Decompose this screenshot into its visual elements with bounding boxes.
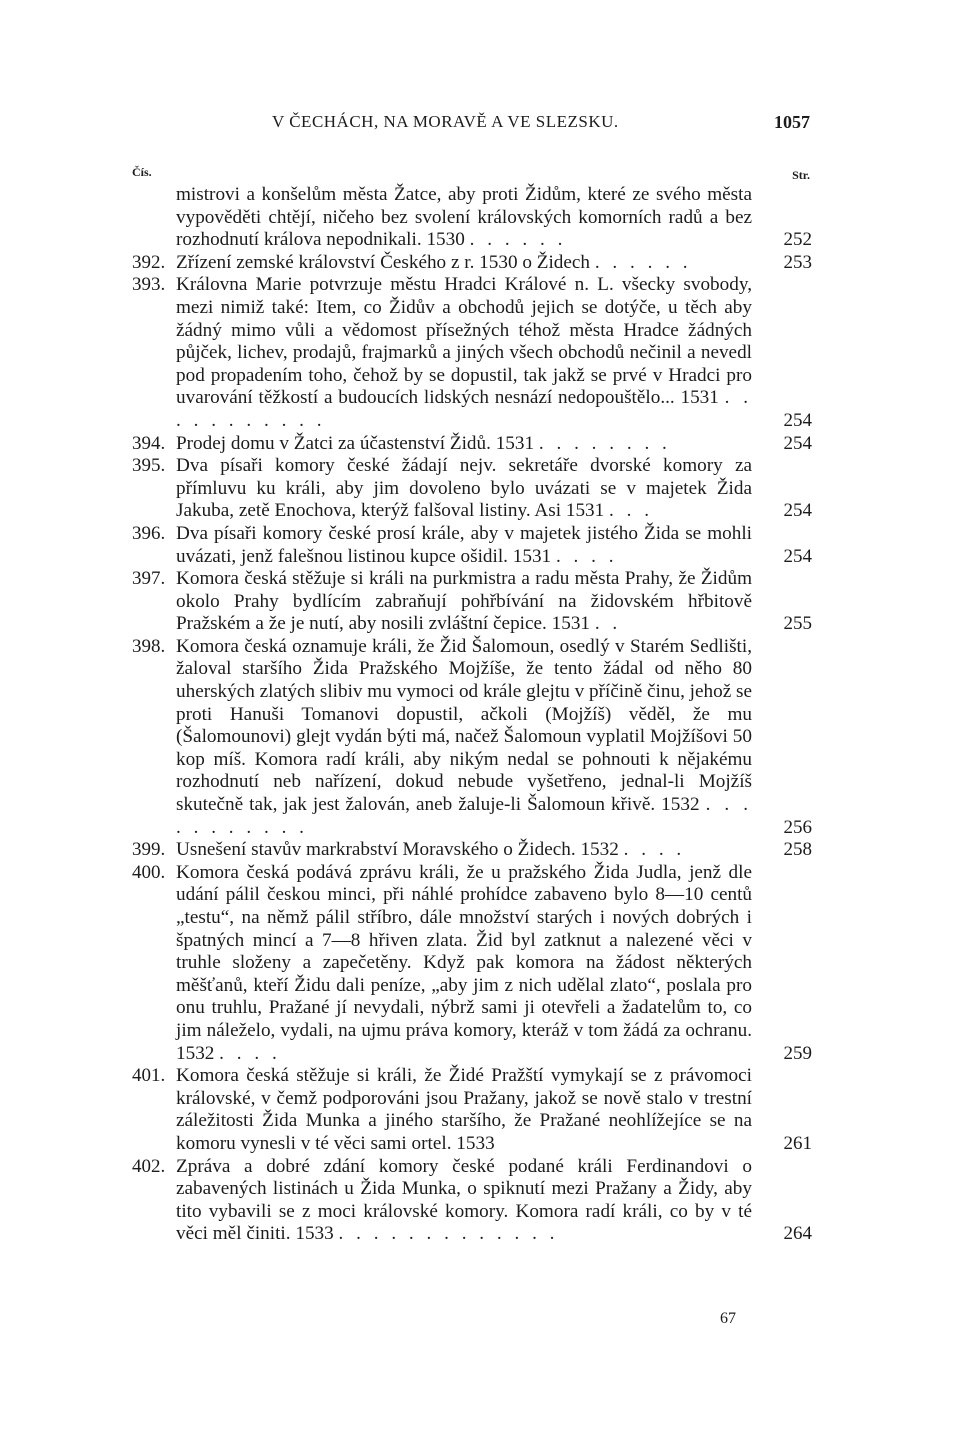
running-title: V ČECHÁCH, NA MORAVĚ A VE SLEZSKU. [272,112,619,131]
dot-leader: . . . . . . [469,229,567,251]
entry-description [176,274,752,432]
dot-leader: . . . . [555,545,618,567]
page-column-label: Str. [792,168,810,182]
entry-text: Komora česká podává zprávu králi, že u pražského Žida Judla, jenž dle udání pálil českou minci, při náhlé prohídce zabaveno bylo 8—10 centů „testu“, na němž pálil stříbro, dále množství starých i nových dobrých i špatných mincí a 7—8 hřiven zlata. Žid byl zatknut a nalezené věci v truhle složeny a zapečetěny. Když pak komora na žádost některých měšťanů, kteří Židu dali peníze, „aby jim z nich udělal zlato“, poslala pro onu truhlu, Pražané jí nevydali, nýbrž sami ji otevřeli a žadatelům to, co jim náleželo, vydali, na ujmu práva komory, kteráž v tom žádá za ochranu. 1532 [176,861,752,1064]
entry-description [176,184,752,252]
entry-text: Zřízení zemské království Českého z r. 1530 o Židech [176,251,591,273]
entry-number: 394. [132,432,166,454]
entry-page-number: 254 [783,432,812,454]
dot-leader: . . . . [219,1042,281,1064]
toc-entry [132,523,812,568]
dot-leader: . . . . [623,839,686,861]
entry-number: 400. [132,861,166,883]
entry-page-number: 259 [783,1042,812,1064]
dot-leader: . . . . . . . . . . . . . [338,1223,559,1245]
entry-description [176,455,752,523]
entry-description [176,636,752,839]
entry-number: 397. [132,568,166,590]
toc-entry [132,862,812,1065]
entry-page-number: 254 [783,545,812,567]
entry-number: 396. [132,522,166,544]
entry-description [176,839,752,862]
entry-number: 399. [132,839,166,861]
entry-text: Královna Marie potvrzuje městu Hradci Králové n. L. všecky svobody, mezi nimiž také: Item, co Židův a obchodů jejich se dotýče, u těch aby žádný mimo vůli a vědomost přísežných téhož města Hradce žádných půjček, lichev, prodajů, frajmarků a jiných všech obchodů nečinil a nevedl pod propadením toho, čehož by se dopustil, tak jakž se prvé v Hradci pro uvarování těžkostí a budoucích lidských nesnází nedopouštělo... 1531 [176,274,752,409]
entry-number: 402. [132,1155,166,1177]
entry-number: 395. [132,455,166,477]
entry-page-number: 264 [783,1223,812,1245]
entry-page-number: 254 [783,500,812,522]
entry-description [176,568,752,636]
entry-description [176,1065,752,1155]
toc-entry [132,636,812,839]
entry-text: mistrovi a konšelům města Žatce, aby proti Židům, které ze svého města vypověděti chtějí, ničeho bez svolení královských komorních radů a bez rozhodnutí králova nepodnikali. 1530 [176,184,752,251]
entry-text: Dva písaři komory české žádají nejv. sekretáře dvorské komory za přímluvu ku králi, aby jim dovoleno bylo uvázati se v majetek Žida Jakuba, zetě Enochova, kterýž falšoval listiny. Asi 1531 [176,455,752,522]
toc-entry [132,1065,812,1155]
entry-page-number: 258 [783,839,812,861]
entry-page-number: 253 [783,251,812,273]
entry-page-number: 252 [783,229,812,251]
dot-leader: . . . . . . . . . . . [176,794,753,838]
entry-text: Usnešení stavův markrabství Moravského o Židech. 1532 [176,839,619,861]
entry-page-number: 255 [783,613,812,635]
entry-text: Komora česká oznamuje králi, že Žid Šalomoun, osedlý v Starém Sedlišti, žaloval staršího Žida Pražského Mojžíše, že tento žádal od něho 80 uherských zlatých slibiv mu vymoci od krále glejtu v příčině činu, jehož se proti Hanuši Tomanovi dopustil, ačkoli (Mojžíš) věděl, že mu (Šalomounovi) glejt vydán býti má, načež Šalomoun vyplatil Mojžíšovi 50 kop míš. Komora radí králi, aby nikým nedal se pohnouti k nějakému rozhodnutí neb nařízení, dokud nebude vyšetřeno, jednal-li Mojžíš skutečně tak, jak jest žalován, aneb žaluje-li Šalomoun křivě. 1532 [176,635,752,816]
entry-description [176,1156,752,1246]
toc-entry [132,274,812,432]
dot-leader: . . . . . . [594,251,692,273]
entry-text: Komora česká stěžuje si králi na purkmistra a radu města Prahy, že Židům okolo Prahy bydlícím zabraňují pohřbívání na židovském hřbitově Pražském a že je nutí, aby nosili zvláštní čepice. 1531 [176,568,752,635]
entry-text: Komora česká stěžuje si králi, že Židé Pražští vymykají se z právomoci královské, v čemž podporováni jsou Pražany, jakož se nově stalo v trestní záležitosti Žida Munka a jiného staršího, že Pražané neohlížejíce se na komoru vynesli v té věci sami ortel. 1533 [176,1065,752,1154]
entry-page-number: 261 [783,1132,812,1154]
entry-text: Dva písaři komory české prosí krále, aby v majetek jistého Žida se mohli uvázati, jenž falešnou listinou kupce ošidil. 1531 [176,522,752,567]
toc-entry [132,1156,812,1246]
dot-leader: . . . [609,500,654,522]
toc-entry [132,568,812,636]
entry-description [176,523,752,568]
toc-entry [132,839,812,862]
dot-leader: . . [594,613,622,635]
dot-leader: . . . . . . . . [538,432,671,454]
entry-page-number: 256 [783,816,812,838]
entry-number: 392. [132,251,166,273]
page-number: 1057 [774,112,810,132]
entry-number: 393. [132,274,166,296]
entry-description [176,433,752,456]
number-column-label: Čís. [132,165,152,179]
signature-mark: 67 [720,1310,736,1327]
entry-description [176,862,752,1065]
entry-page-number: 254 [783,409,812,431]
table-of-contents [132,184,812,1246]
toc-entry [132,252,812,275]
entry-number: 398. [132,635,166,657]
entry-number: 401. [132,1065,166,1087]
toc-entry [132,433,812,456]
entry-text: Zpráva a dobré zdání komory české podané králi Ferdinandovi o zabavených listinách u Žida Munka, o spiknutí mezi Pražany a Židy, aby tito vybavili se z moci královské komory. Komora radí králi, co by v té věci měl činiti. 1533 [176,1155,752,1245]
dot-leader: . . . . . . . . . . . [176,387,753,431]
entry-description [176,252,752,275]
toc-entry [132,455,812,523]
entry-text: Prodej domu v Žatci za účastenství Židů. 1531 [176,432,535,454]
toc-entry [132,184,812,252]
